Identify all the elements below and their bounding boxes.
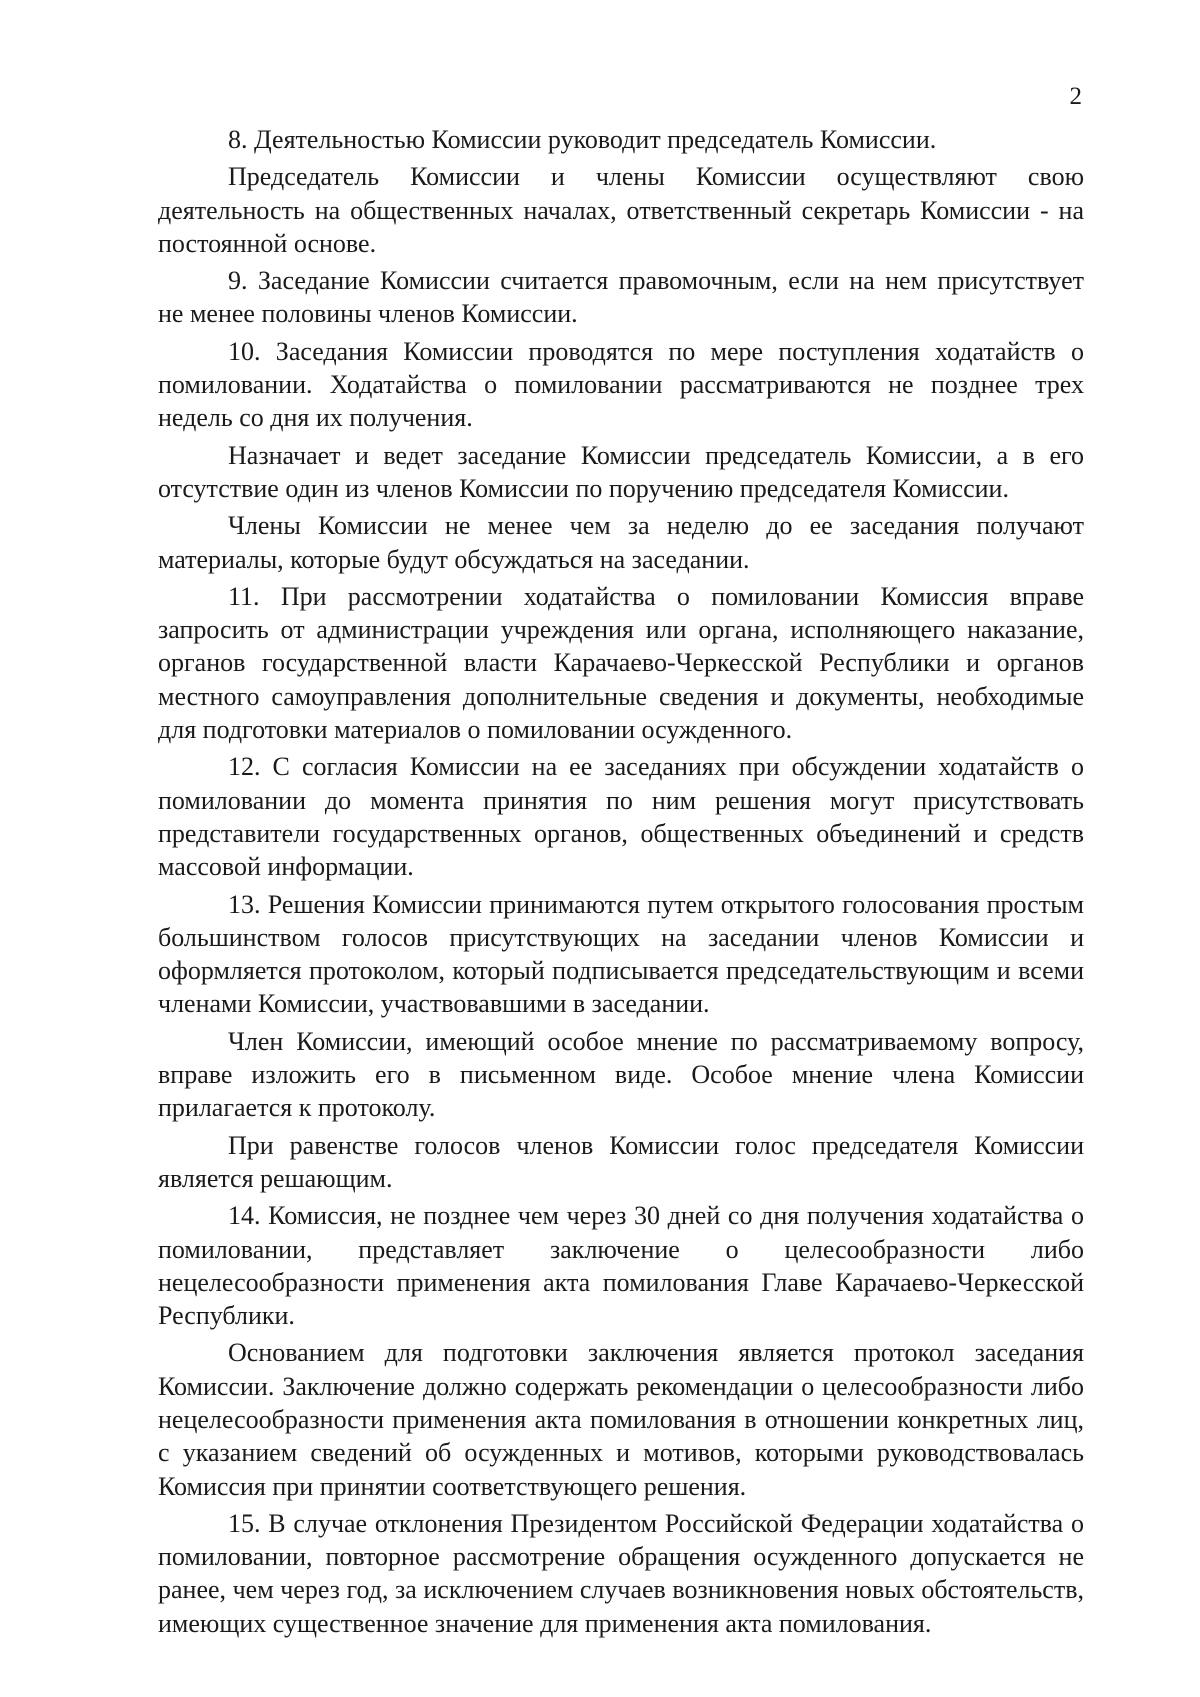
paragraph-8-chairman: Председатель Комиссии и члены Комиссии осуществляют свою деятельность на общественных началах, ответственный секретарь Комиссии - на постоянной основе. bbox=[158, 162, 1084, 258]
paragraph-14-basis: Основанием для подготовки заключения является протокол заседания Комиссии. Заключение должно содержать рекомендации о целесообразности либо нецелесообразности применения акта помилования в отношении конкретных лиц, с указанием сведений об осужденных и мотивов, которыми руководствовалась Комиссия при принятии соответствующего решения. bbox=[158, 1338, 1084, 1501]
paragraph-12: 12. С согласия Комиссии на ее заседаниях при обсуждении ходатайств о помиловании до момента принятия по ним решения могут присутствовать представители государственных органов, общественных объединений и средств массовой информации. bbox=[158, 752, 1084, 882]
paragraph-13-tie: При равенстве голосов членов Комиссии голос председателя Комиссии является решающим. bbox=[158, 1130, 1084, 1193]
paragraph-10: 10. Заседания Комиссии проводятся по мере поступления ходатайств о помиловании. Ходатайства о помиловании рассматриваются не позднее трех недель со дня их получения. bbox=[158, 336, 1084, 433]
paragraph-11: 11. При рассмотрении ходатайства о помиловании Комиссия вправе запросить от администрации учреждения или органа, исполняющего наказание, органов государственной власти Карачаево-Черкесской Республики и органов местного самоуправления дополнительные сведения и документы, необходимые для подготовки материалов о помиловании осужденного. bbox=[158, 581, 1084, 745]
paragraph-13-opinion: Член Комиссии, имеющий особое мнение по рассматриваемому вопросу, вправе изложить его в письменном виде. Особое мнение члена Комиссии прилагается к протоколу. bbox=[158, 1026, 1084, 1123]
paragraph-15: 15. В случае отклонения Президентом Российской Федерации ходатайства о помиловании, повторное рассмотрение обращения осужденного допускается не ранее, чем через год, за исключением случаев возникновения новых обстоятельств, имеющих существенное значение для применения акта помилования. bbox=[158, 1508, 1084, 1638]
paragraph-10-appoints: Назначает и ведет заседание Комиссии председатель Комиссии, а в его отсутствие один из членов Комиссии по поручению председателя Комиссии. bbox=[158, 440, 1084, 503]
paragraph-9: 9. Заседание Комиссии считается правомочным, если на нем присутствует не менее половины членов Комиссии. bbox=[158, 266, 1084, 329]
paragraph-8: 8. Деятельностью Комиссии руководит председатель Комиссии. bbox=[228, 125, 937, 154]
paragraph-14: 14. Комиссия, не позднее чем через 30 дней со дня получения ходатайства о помиловании, представляет заключение о целесообразности либо нецелесообразности применения акта помилования Главе Карачаево-Черкесской Республики. bbox=[158, 1201, 1084, 1331]
page-number: 2 bbox=[1069, 83, 1082, 110]
paragraph-13: 13. Решения Комиссии принимаются путем открытого голосования простым большинством голосов присутствующих на заседании членов Комиссии и оформляется протоколом, который подписывается председательствующим и всеми членами Комиссии, участвовавшими в заседании. bbox=[158, 889, 1084, 1019]
document-body bbox=[158, 123, 1084, 1640]
paragraph-10-materials: Члены Комиссии не менее чем за неделю до ее заседания получают материалы, которые будут обсуждаться на заседании. bbox=[158, 511, 1084, 574]
